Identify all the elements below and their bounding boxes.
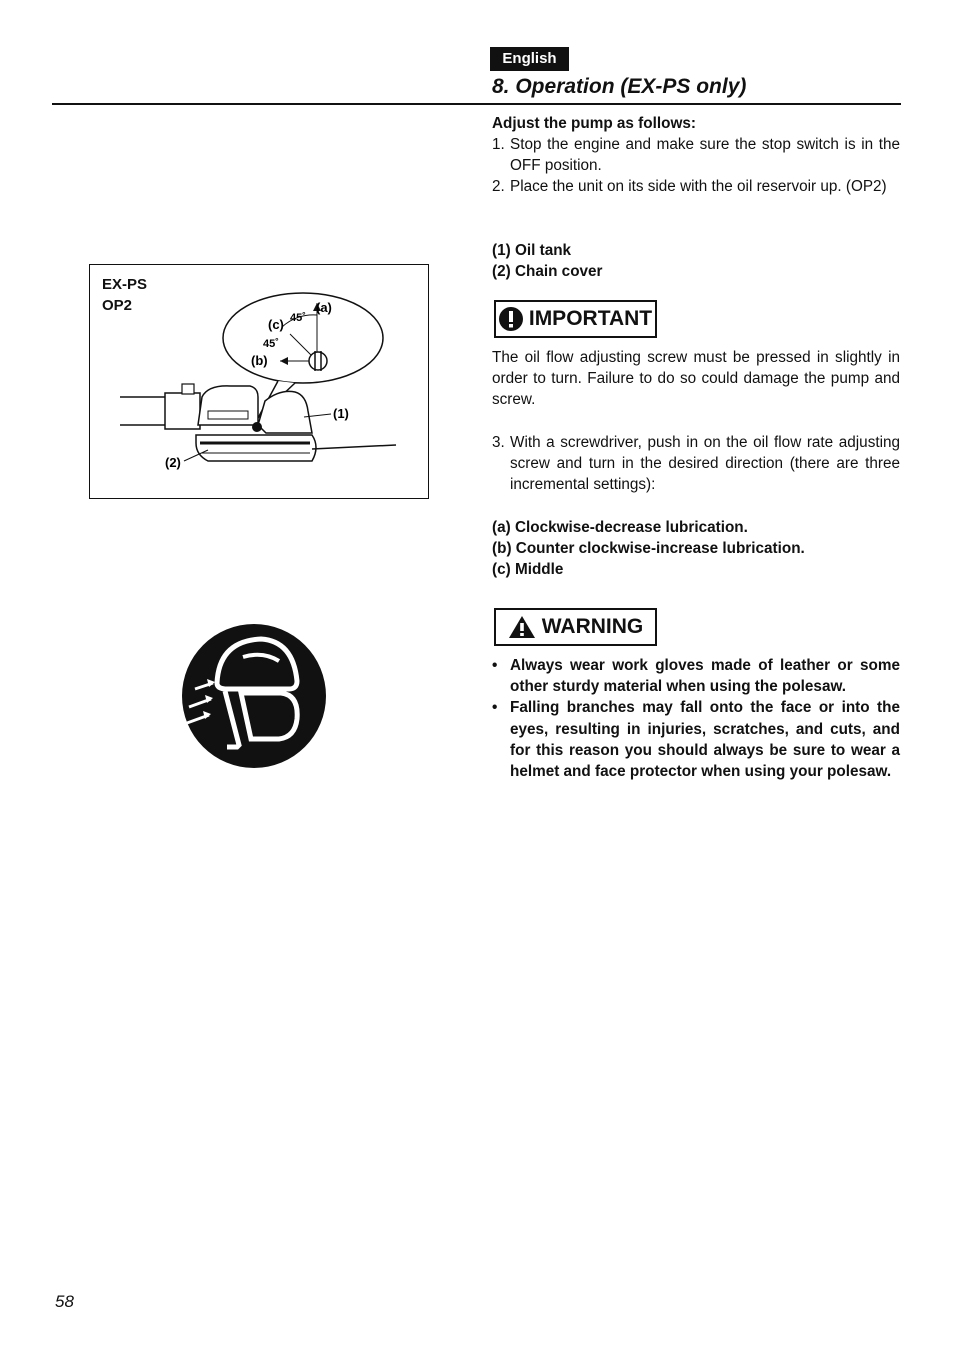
figure-model: EX-PS	[102, 276, 148, 293]
warning-item: • Always wear work gloves made of leather or some other sturdy material when using the polesaw.	[492, 657, 900, 696]
part-2: (2) Chain cover	[492, 263, 603, 281]
warning-triangle-icon	[508, 615, 536, 639]
page-number: 58	[55, 1292, 74, 1311]
part-1: (1) Oil tank	[492, 242, 572, 259]
figure-id: OP2	[102, 297, 133, 314]
angle-label-2: 45˚	[263, 338, 279, 350]
important-text: The oil flow adjusting screw must be pressed in slightly in order to turn. Failure to do so could damage the pump and screw.	[492, 349, 900, 409]
callout-b: (b)	[251, 353, 268, 368]
parts-list	[492, 240, 900, 282]
warning-label: WARNING	[494, 608, 657, 646]
intro-heading: Adjust the pump as follows:	[492, 115, 696, 132]
setting-c: (c) Middle	[492, 561, 564, 579]
language-badge: English	[490, 47, 569, 71]
important-label: IMPORTANT	[494, 300, 657, 338]
guide-bar	[312, 445, 396, 449]
settings-list	[492, 517, 900, 581]
oil-tank	[258, 391, 312, 433]
setting-b: (b) Counter clockwise-increase lubrication.	[492, 540, 805, 558]
chain-cover	[196, 435, 316, 461]
pole-clamp	[165, 393, 200, 429]
setting-a: (a) Clockwise-decrease lubrication.	[492, 519, 748, 536]
section-title: 8. Operation (EX-PS only)	[492, 75, 747, 98]
callout-c: (c)	[268, 317, 284, 332]
callout-1: (1)	[333, 406, 349, 421]
clamp-knob	[182, 384, 194, 394]
helmet-face-protector-icon	[181, 623, 327, 769]
angle-label-1: 45˚	[290, 312, 306, 324]
warning-item: • Falling branches may fall onto the face or into the eyes, resulting in injuries, scratches, and cuts, and for this reason you should always be sure to wear a helmet and face protector when using your polesaw.	[492, 699, 900, 781]
figure-op2	[89, 264, 429, 499]
exclamation-icon	[499, 307, 523, 331]
steps-1-2	[492, 134, 900, 198]
callout-2: (2)	[165, 455, 181, 470]
step-2: 2. Place the unit on its side with the oil reservoir up. (OP2)	[492, 178, 887, 196]
header-rule	[52, 103, 901, 105]
adjusting-screw	[309, 352, 327, 370]
step-1: 1. Stop the engine and make sure the stop switch is in the OFF position.	[492, 136, 900, 175]
screw-location	[252, 422, 262, 432]
step-3: 3. With a screwdriver, push in on the oil flow rate adjusting screw and turn in the desired direction (there are three incremental settings):	[492, 434, 900, 494]
callout-a: (a)	[316, 300, 332, 315]
pump-diagram	[90, 265, 428, 498]
detail-bubble	[223, 293, 383, 383]
warning-list	[492, 655, 900, 782]
